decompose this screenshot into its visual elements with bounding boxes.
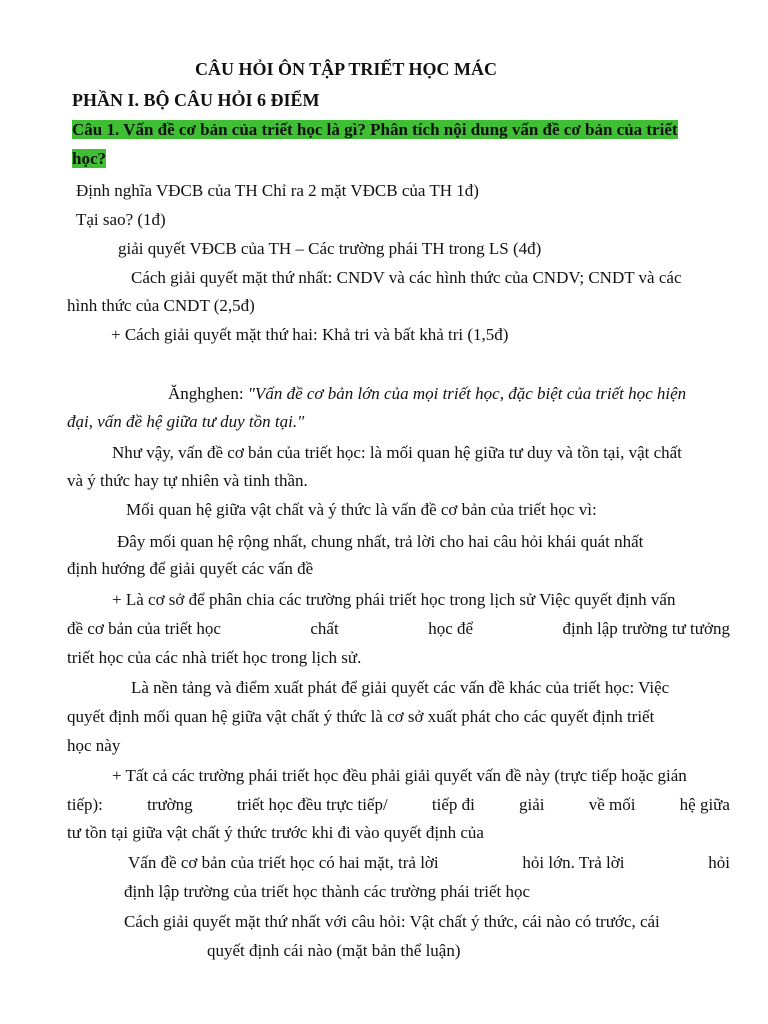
word-group: tiếp): [67, 795, 103, 814]
paragraph-line-justified [67, 794, 730, 816]
paragraph-line: Như vậy, vấn đề cơ bản của triết học: là mối quan hệ giữa tư duy và tồn tại, vật chất [112, 443, 682, 462]
paragraph-line: giải quyết VĐCB của TH – Các trường phái TH trong LS (4đ) [118, 239, 542, 258]
word-group: Vấn đề cơ bản của triết học có hai mặt, trả lời [128, 853, 439, 872]
word-group: đề cơ bản của triết học [67, 619, 221, 638]
paragraph-line-justified [67, 618, 730, 640]
paragraph-line: triết học của các nhà triết học trong lịch sử. [67, 648, 362, 667]
word-group: hệ giữa [679, 795, 730, 814]
question-highlight: Câu 1. Vấn đề cơ bản của triết học là gì? Phân tích nội dung vấn đề cơ bản của triết [72, 120, 678, 139]
word-group: triết học đều trực tiếp/ [236, 795, 388, 814]
paragraph-line: Tại sao? (1đ) [76, 210, 166, 229]
quote-line: đại, vấn đề hệ giữa tư duy tồn tại." [67, 412, 305, 431]
paragraph-line: định lập trường của triết học thành các trường phái triết học [124, 882, 531, 901]
section-heading: PHẦN I. BỘ CÂU HỎI 6 ĐIỂM [72, 90, 320, 110]
question-heading-line-2 [72, 148, 106, 170]
quote-line [168, 383, 686, 405]
word-group: hỏi [708, 853, 730, 872]
paragraph-line: hình thức của CNDT (2,5đ) [67, 296, 255, 315]
paragraph-line: Mối quan hệ giữa vật chất và ý thức là vấn đề cơ bản của triết học vì: [126, 500, 597, 519]
paragraph-line: tư tồn tại giữa vật chất ý thức trước khi đi vào quyết định của [67, 823, 484, 842]
paragraph-line: + Là cơ sở để phân chia các trường phái triết học trong lịch sử Việc quyết định vấn [112, 590, 676, 609]
word-group: chất [310, 619, 339, 638]
question-heading-line-1 [72, 119, 730, 141]
word-group: hỏi lớn. Trả lời [522, 853, 625, 872]
word-group: trường [147, 795, 193, 814]
paragraph-line: quyết định cái nào (mặt bản thể luận) [207, 941, 461, 960]
word-group: học để [428, 619, 474, 638]
quote-author: Ănghghen: [168, 384, 248, 403]
paragraph-line: Đây mối quan hệ rộng nhất, chung nhất, trả lời cho hai câu hỏi khái quát nhất [117, 532, 644, 551]
paragraph-line: + Tất cả các trường phái triết học đều phải giải quyết vấn đề này (trực tiếp hoặc gián [112, 766, 687, 785]
paragraph-line: Định nghĩa VĐCB của TH Chỉ ra 2 mặt VĐCB của TH 1đ) [76, 181, 479, 200]
quote-text: "Vấn đề cơ bản lớn của mọi triết học, đặc biệt của triết học hiện [247, 384, 687, 403]
word-group: định lập trường tư tưởng [562, 619, 730, 638]
paragraph-line: Cách giải quyết mặt thứ nhất: CNDV và các hình thức của CNDV; CNDT và các [131, 268, 682, 287]
word-group: giải [519, 795, 545, 814]
question-highlight-2: học? [72, 149, 106, 168]
paragraph-line: Là nền tảng và điểm xuất phát để giải quyết các vấn đề khác của triết học: Việc [131, 678, 670, 697]
word-group: về mối [588, 795, 636, 814]
paragraph-line: học này [67, 736, 121, 755]
word-group: tiếp đi [431, 795, 475, 814]
paragraph-line: định hướng để giải quyết các vấn đề [67, 559, 314, 578]
paragraph-line: và ý thức hay tự nhiên và tinh thần. [67, 471, 308, 490]
paragraph-line: + Cách giải quyết mặt thứ hai: Khả tri và bất khả tri (1,5đ) [111, 325, 509, 344]
document-title: CÂU HỎI ÔN TẬP TRIẾT HỌC MÁC [195, 59, 498, 79]
paragraph-line: Cách giải quyết mặt thứ nhất với câu hỏi: Vật chất ý thức, cái nào có trước, cái [124, 912, 660, 931]
paragraph-line: quyết định mối quan hệ giữa vật chất ý thức là cơ sở xuất phát cho các quyết định triết [67, 707, 655, 726]
paragraph-line-justified [128, 852, 730, 874]
